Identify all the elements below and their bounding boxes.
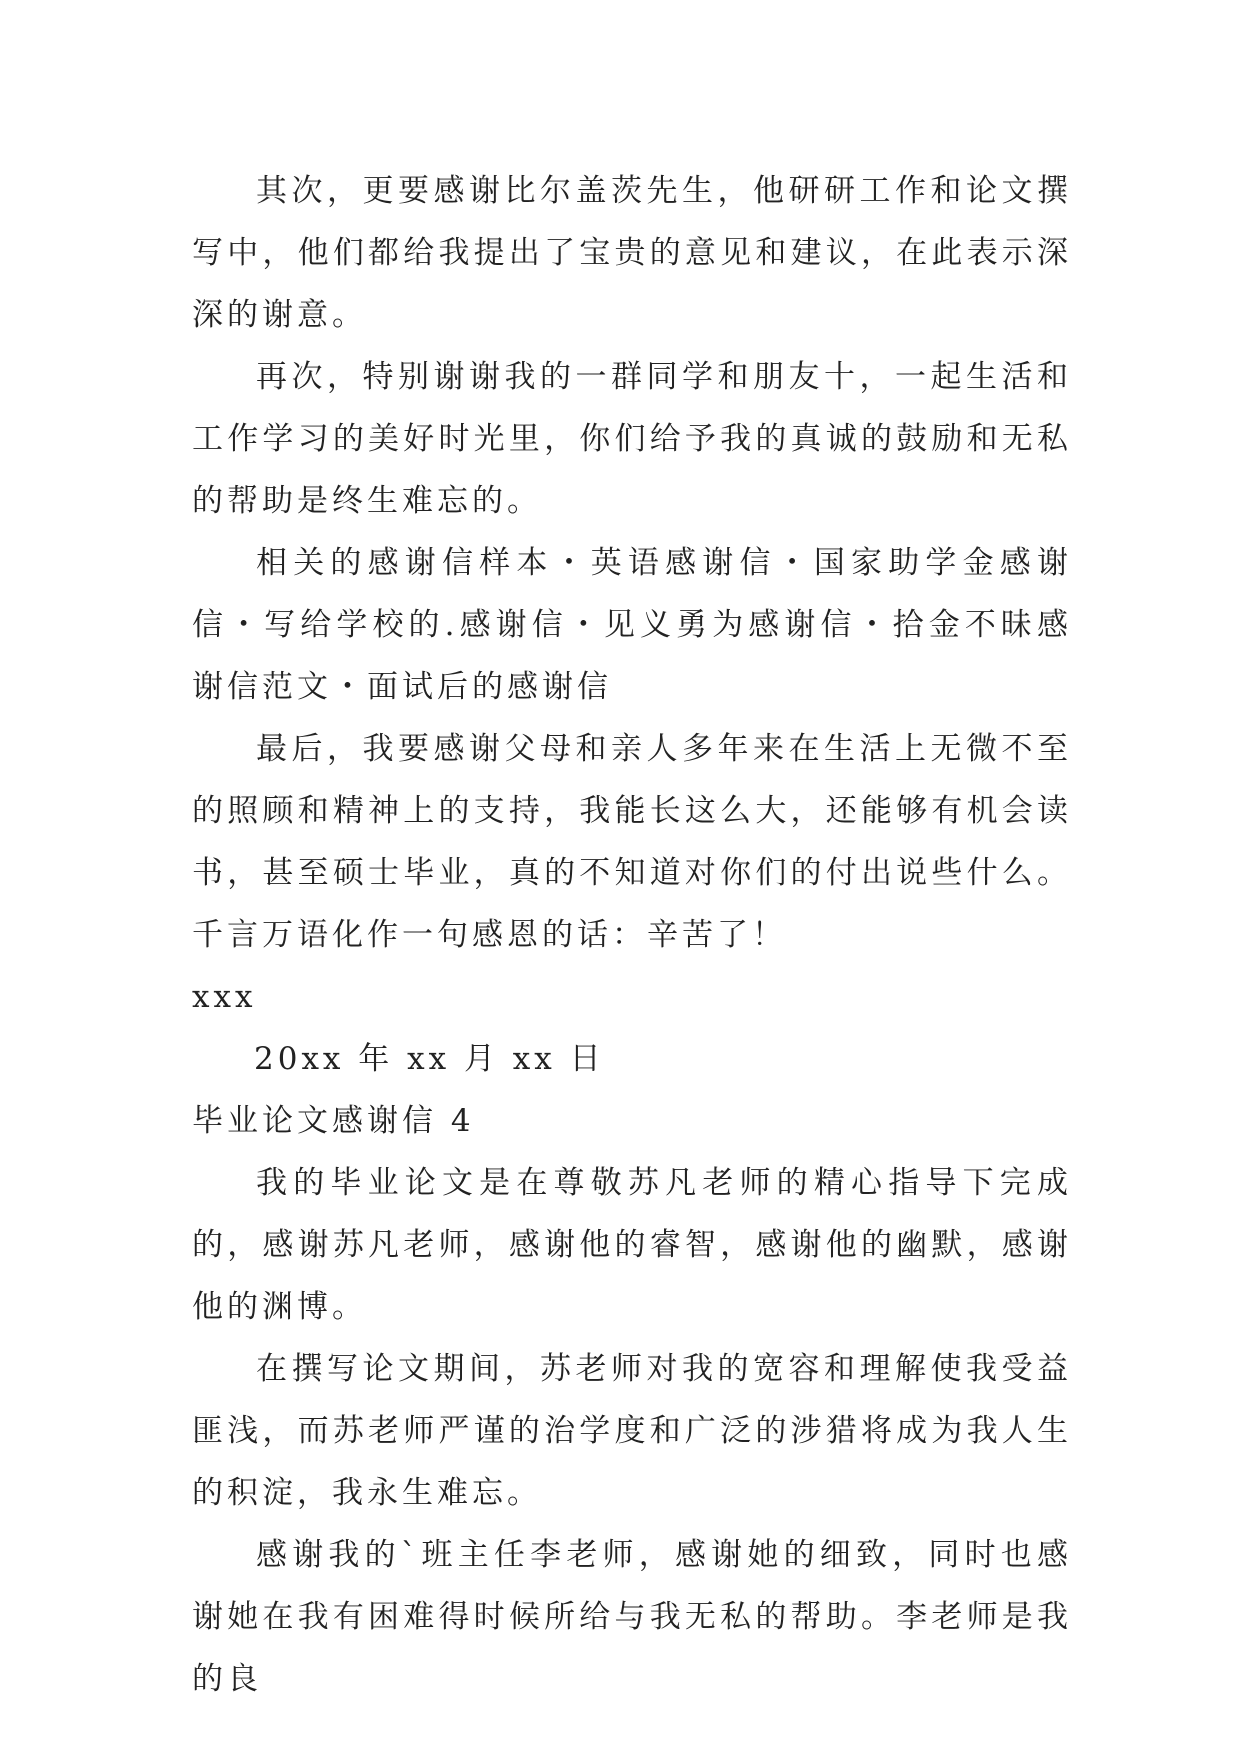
- section-title: 毕业论文感谢信 4: [192, 1103, 475, 1139]
- paragraph-thanks-parents: 最后，我要感谢父母和亲人多年来在生活上无微不至的照顾和精神上的支持，我能长这么大，还能够有机会读书，甚至硕士毕业，真的不知道对你们的付出说些什么。千言万语化作一句感恩的话：辛苦了！: [192, 731, 1072, 953]
- document-body: [192, 160, 1072, 1710]
- paragraph-thanks-classmates: 再次，特别谢谢我的一群同学和朋友十，一起生活和工作学习的美好时光里，你们给予我的真诚的鼓励和无私的帮助是终生难忘的。: [192, 359, 1072, 519]
- paragraph-thanks-gates: 其次，更要感谢比尔盖茨先生，他研研工作和论文撰写中，他们都给我提出了宝贵的意见和建议，在此表示深深的谢意。: [192, 173, 1072, 333]
- paragraph-thanks-su: 我的毕业论文是在尊敬苏凡老师的精心指导下完成的，感谢苏凡老师，感谢他的睿智，感谢他的幽默，感谢他的渊博。: [192, 1165, 1072, 1325]
- letter-date: 20xx 年 xx 月 xx 日: [254, 1041, 605, 1077]
- paragraph-thesis-period: 在撰写论文期间，苏老师对我的宽容和理解使我受益匪浅，而苏老师严谨的治学度和广泛的涉猎将成为我人生的积淀，我永生难忘。: [192, 1351, 1072, 1511]
- paragraph-thanks-li: 感谢我的`班主任李老师，感谢她的细致，同时也感谢她在我有困难得时候所给与我无私的帮助。李老师是我的良: [192, 1537, 1072, 1697]
- paragraph-related-links: 相关的感谢信样本・英语感谢信・国家助学金感谢信・写给学校的.感谢信・见义勇为感谢信・拾金不昧感谢信范文・面试后的感谢信: [192, 545, 1072, 705]
- signature: xxx: [192, 979, 257, 1015]
